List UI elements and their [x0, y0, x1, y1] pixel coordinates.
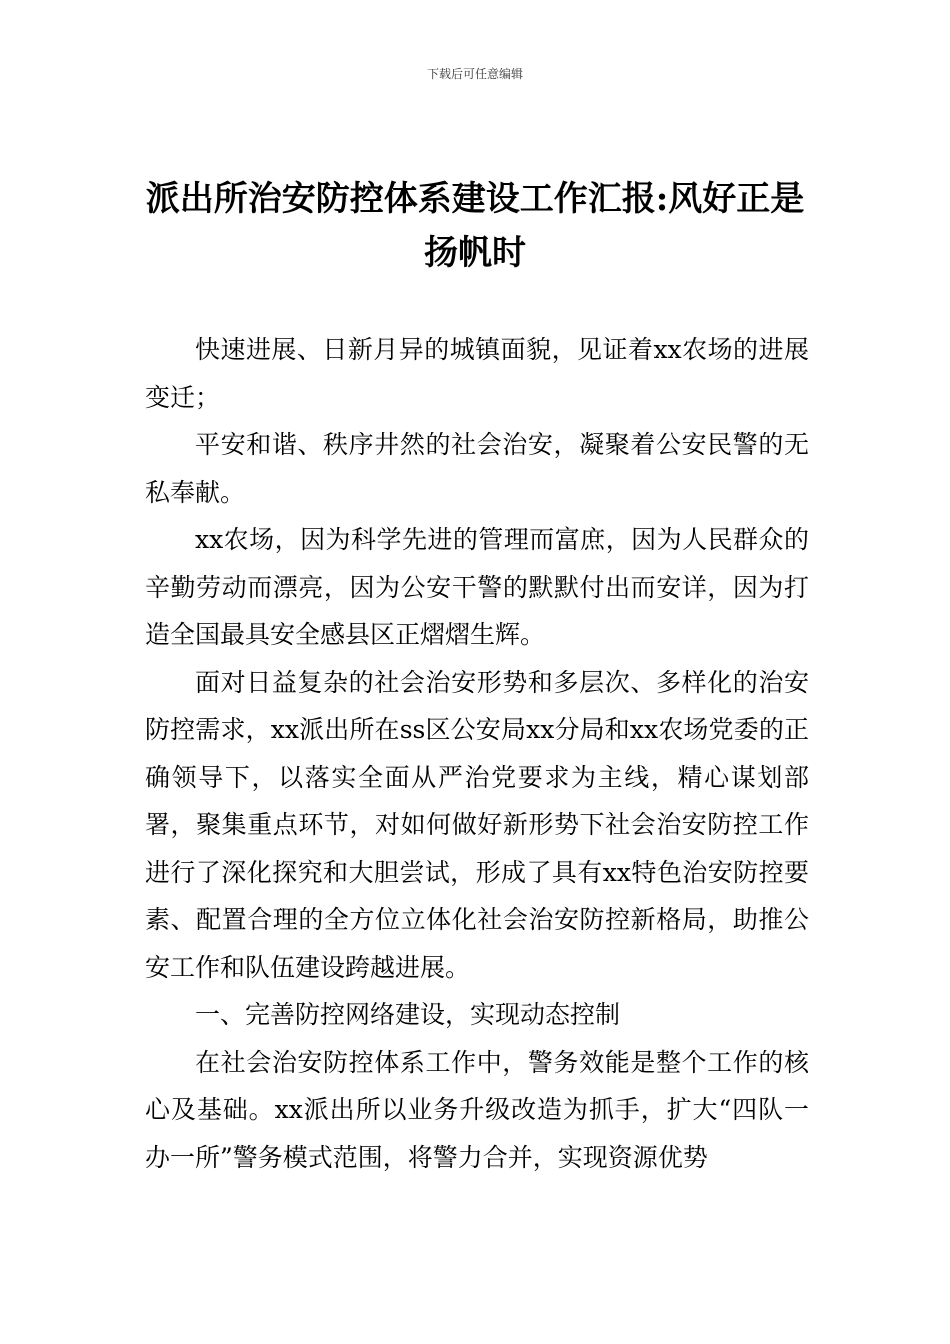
- paragraph: 快速进展、日新月异的城镇面貌，见证着xx农场的进展变迁；: [145, 335, 809, 412]
- page-header-note: 下载后可任意编辑: [426, 67, 523, 81]
- paragraph: 面对日益复杂的社会治安形势和多层次、多样化的治安防控需求，xx派出所在ss区公安局xx分局和xx农场党委的正确领导下，以落实全面从严治党要求为主线，精心谋划部署，聚集重点环节，对如何做好新形势下社会治安防控工作进行了深化探究和大胆尝试，形成了具有xx特色治安防控要素、配置合理的全方位立体化社会治安防控新格局，助推公安工作和队伍建设跨越进展。: [145, 667, 809, 982]
- paragraph: 平安和谐、秩序井然的社会治安，凝聚着公安民警的无私奉献。: [145, 430, 809, 507]
- document-body: [145, 326, 809, 1181]
- section-heading: 一、完善防控网络建设，实现动态控制: [195, 1000, 621, 1029]
- paragraph: xx农场，因为科学先进的管理而富庶，因为人民群众的辛勤劳动而漂亮，因为公安干警的默默付出而安详，因为打造全国最具安全感县区正熠熠生辉。: [145, 525, 809, 649]
- paragraph: 在社会治安防控体系工作中，警务效能是整个工作的核心及基础。xx派出所以业务升级改造为抓手，扩大“四队一办一所”警务模式范围，将警力合并，实现资源优势: [145, 1047, 809, 1172]
- document-title: 派出所治安防控体系建设工作汇报:风好正是扬帆时: [145, 179, 805, 273]
